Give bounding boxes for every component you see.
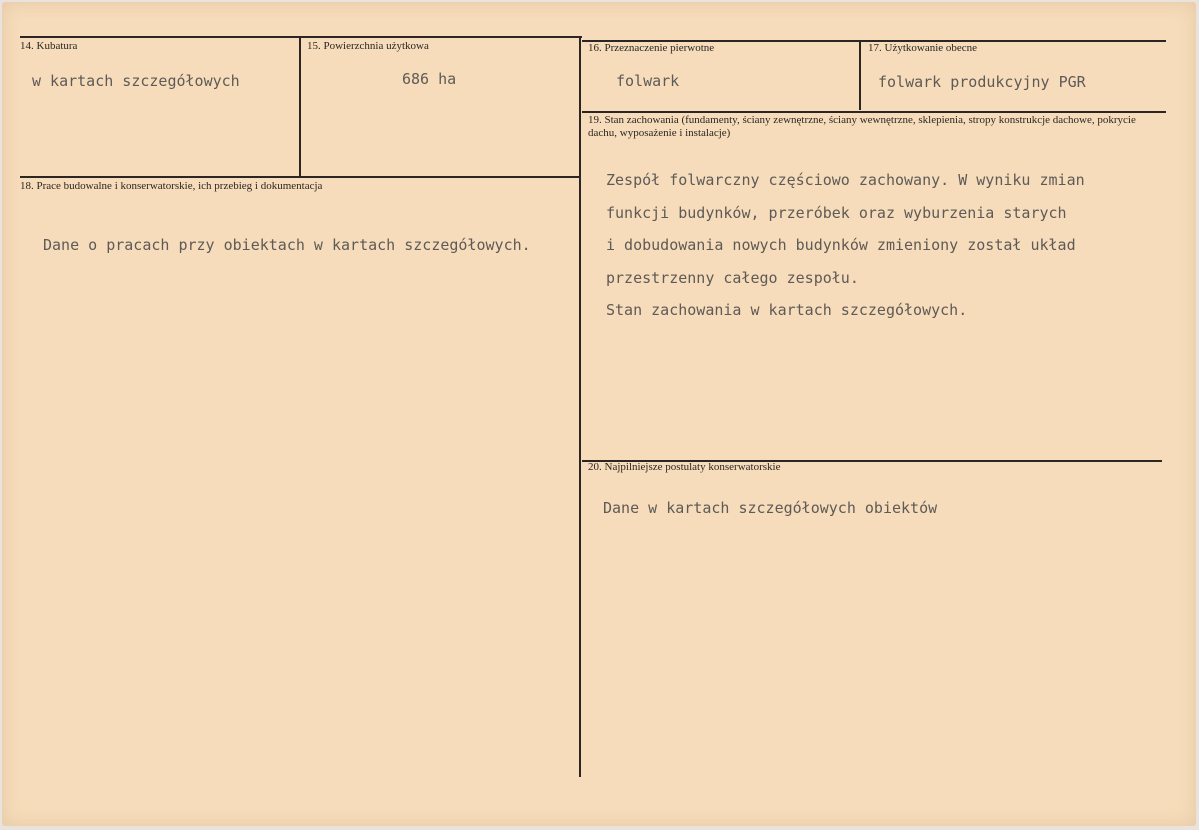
field-19-text bbox=[606, 164, 1085, 327]
top-rule-left bbox=[20, 36, 582, 38]
field-20-label: 20. Najpilniejsze postulaty konserwatorskie bbox=[588, 461, 781, 473]
field-18-label: 18. Prace budowalne i konserwatorskie, ich przebieg i dokumentacja bbox=[20, 180, 323, 192]
field-19-line: przestrzenny całego zespołu. bbox=[606, 268, 859, 287]
field-19-line: Stan zachowania w kartach szczegółowych. bbox=[606, 301, 968, 319]
field-18-value: Dane o pracach przy obiektach w kartach szczegółowych. bbox=[43, 236, 531, 254]
field-19-line: funkcji budynków, przeróbek oraz wyburzenia starych bbox=[606, 203, 1067, 222]
divider-14-15 bbox=[299, 36, 301, 176]
rule-above-19 bbox=[582, 111, 1166, 113]
center-divider bbox=[579, 38, 581, 777]
field-17-label: 17. Użytkowanie obecne bbox=[868, 42, 978, 54]
field-14-label: 14. Kubatura bbox=[20, 40, 78, 52]
record-card bbox=[2, 2, 1196, 826]
field-17-value: folwark produkcyjny PGR bbox=[878, 73, 1086, 91]
field-15-value: 686 ha bbox=[402, 70, 457, 88]
field-19-label: 19. Stan zachowania (fundamenty, ściany zewnętrzne, ściany wewnętrzne, sklepienia, stropy konstrukcje dachowe, pokrycie dachu, wyposażenie i instalacje) bbox=[588, 114, 1136, 139]
field-16-value: folwark bbox=[616, 72, 680, 90]
rule-above-18 bbox=[20, 176, 580, 178]
field-19-line: i dobudowania nowych budynków zmieniony został układ bbox=[606, 236, 1076, 254]
divider-16-17 bbox=[859, 40, 861, 110]
field-14-value: w kartach szczegółowych bbox=[32, 72, 240, 90]
field-19-line: Zespół folwarczny częściowo zachowany. W wyniku zmian bbox=[606, 171, 1085, 189]
field-20-value: Dane w kartach szczegółowych obiektów bbox=[603, 499, 938, 517]
field-16-label: 16. Przeznaczenie pierwotne bbox=[588, 42, 715, 54]
field-15-label: 15. Powierzchnia użytkowa bbox=[307, 40, 429, 52]
